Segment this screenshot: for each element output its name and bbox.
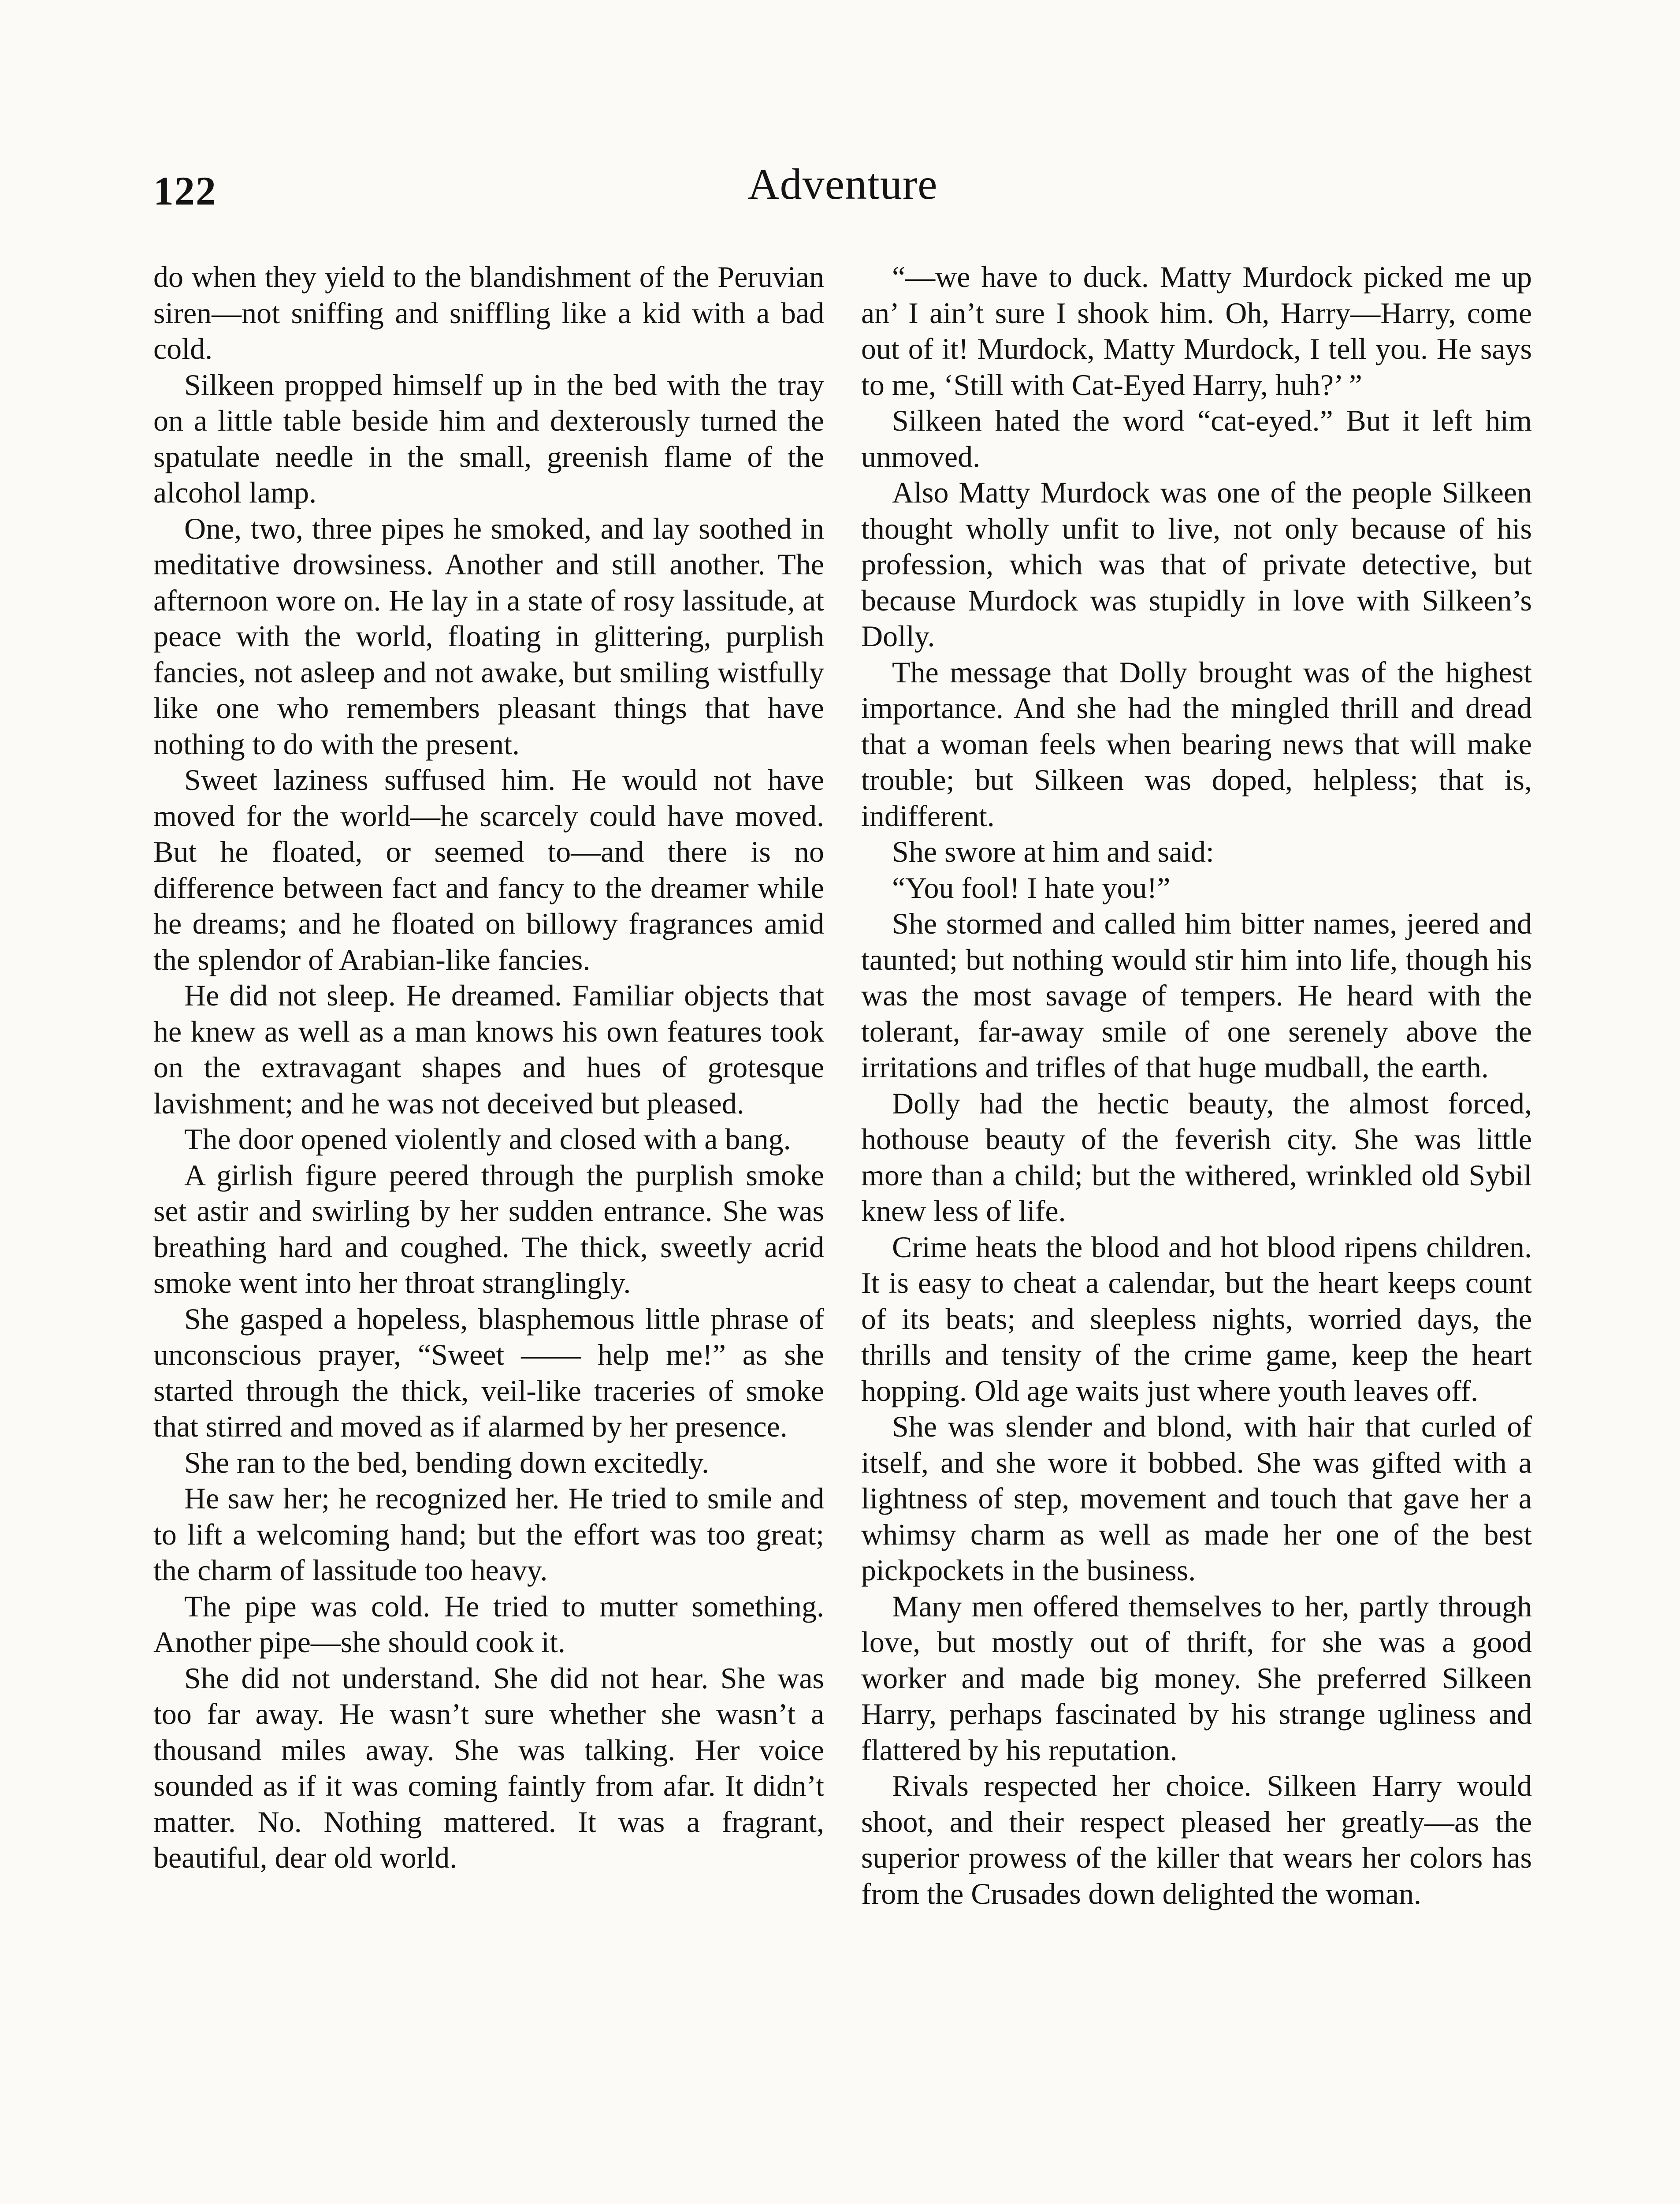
paragraph: He saw her; he recognized her. He tried to smile and to lift a welcoming hand; but the effort was too great; the charm of lassitude too heavy. (153, 1482, 824, 1587)
paragraph: She stormed and called him bitter names, jeered and taunted; but nothing would stir him into life, though his was the most savage of tempers. He heard with the tolerant, far-away smile of one serenely above the irritations and trifles of that huge mudball, the earth. (861, 907, 1532, 1084)
journal-title: Adventure (747, 160, 938, 208)
paragraph: She was slender and blond, with hair that curled of itself, and she wore it bobbed. She was gifted with a lightness of step, movement and touch that gave her a whimsy charm as well as made her one of the best pickpockets in the business. (861, 1410, 1532, 1587)
paragraph: The pipe was cold. He tried to mutter something. Another pipe—she should cook it. (153, 1589, 824, 1659)
paragraph: A girlish figure peered through the purplish smoke set astir and swirling by her sudden entrance. She was breathing hard and coughed. The thick, sweetly acrid smoke went into her throat stranglingly. (153, 1158, 824, 1299)
paragraph: Silkeen hated the word “cat-eyed.” But it left him unmoved. (861, 404, 1532, 473)
paragraph: The message that Dolly brought was of the highest importance. And she had the mingled thrill and dread that a woman feels when bearing news that will make trouble; but Silkeen was doped, helpless; that is, indifferent. (861, 655, 1532, 833)
paragraph: The door opened violently and closed with a bang. (184, 1122, 791, 1156)
paragraph: Sweet laziness suffused him. He would not have moved for the world—he scarcely could have moved. But he floated, or seemed to—and there is no difference between fact and fancy to the dreamer while he dreams; and he floated on billowy fragrances amid the splendor of Arabian-like fancies. (153, 763, 824, 976)
paragraph: Crime heats the blood and hot blood ripens children. It is easy to cheat a calendar, but the heart keeps count of its beats; and sleepless nights, worried days, the thrills and tensity of the crime game, keep the heart hopping. Old age waits just where youth leaves off. (861, 1230, 1532, 1407)
paragraph: Many men offered themselves to her, partly through love, but mostly out of thrift, for she was a good worker and made big money. She preferred Silkeen Harry, perhaps fascinated by his strange ugliness and flattered by his reputation. (861, 1589, 1532, 1767)
page-number: 122 (153, 168, 217, 213)
right-column (861, 259, 1532, 1912)
paragraph: He did not sleep. He dreamed. Familiar objects that he knew as well as a man knows his own features took on the extravagant shapes and hues of grotesque lavishment; and he was not deceived but pleased. (153, 979, 824, 1120)
left-column (153, 259, 824, 1876)
paragraph: Dolly had the hectic beauty, the almost forced, hothouse beauty of the feverish city. She was little more than a child; but the withered, wrinkled old Sybil knew less of life. (861, 1086, 1532, 1228)
paragraph: Rivals respected her choice. Silkeen Harry would shoot, and their respect pleased her greatly—as the superior prowess of the killer that wears her colors has from the Crusades down delighted the woman. (861, 1769, 1532, 1910)
paragraph: She gasped a hopeless, blasphemous little phrase of unconscious prayer, “Sweet —— help me!” as she started through the thick, veil-like traceries of smoke that stirred and moved as if alarmed by her presence. (153, 1302, 824, 1443)
paragraph: She swore at him and said: (892, 835, 1214, 868)
paragraph: “You fool! I hate you!” (892, 871, 1171, 905)
paragraph: “—we have to duck. Matty Murdock picked me up an’ I ain’t sure I shook him. Oh, Harry—Harry, come out of it! Murdock, Matty Murdock, I tell you. He says to me, ‘Still with Cat-Eyed Harry, huh?’ ” (861, 260, 1532, 402)
paragraph: do when they yield to the blandishment of the Peruvian siren—not sniffing and sniffling like a kid with a bad cold. (153, 260, 824, 365)
paragraph: Also Matty Murdock was one of the people Silkeen thought wholly unfit to live, not only because of his profession, which was that of private detective, but because Murdock was stupidly in love with Silkeen’s Dolly. (861, 476, 1532, 653)
running-head (153, 159, 1532, 229)
paragraph: One, two, three pipes he smoked, and lay soothed in meditative drowsiness. Another and still another. The afternoon wore on. He lay in a state of rosy lassitude, at peace with the world, floating in glittering, purplish fancies, not asleep and not awake, but smiling wistfully like one who remembers pleasant things that have nothing to do with the present. (153, 511, 824, 761)
paragraph: She did not understand. She did not hear. She was too far away. He wasn’t sure whether she wasn’t a thousand miles away. She was talking. Her voice sounded as if it was coming faintly from afar. It didn’t matter. No. Nothing mattered. It was a fragrant, beautiful, dear old world. (153, 1661, 824, 1874)
paragraph: Silkeen propped himself up in the bed with the tray on a little table beside him and dexterously turned the spatulate needle in the small, greenish flame of the alcohol lamp. (153, 368, 824, 509)
paragraph: She ran to the bed, bending down excitedly. (184, 1445, 709, 1479)
